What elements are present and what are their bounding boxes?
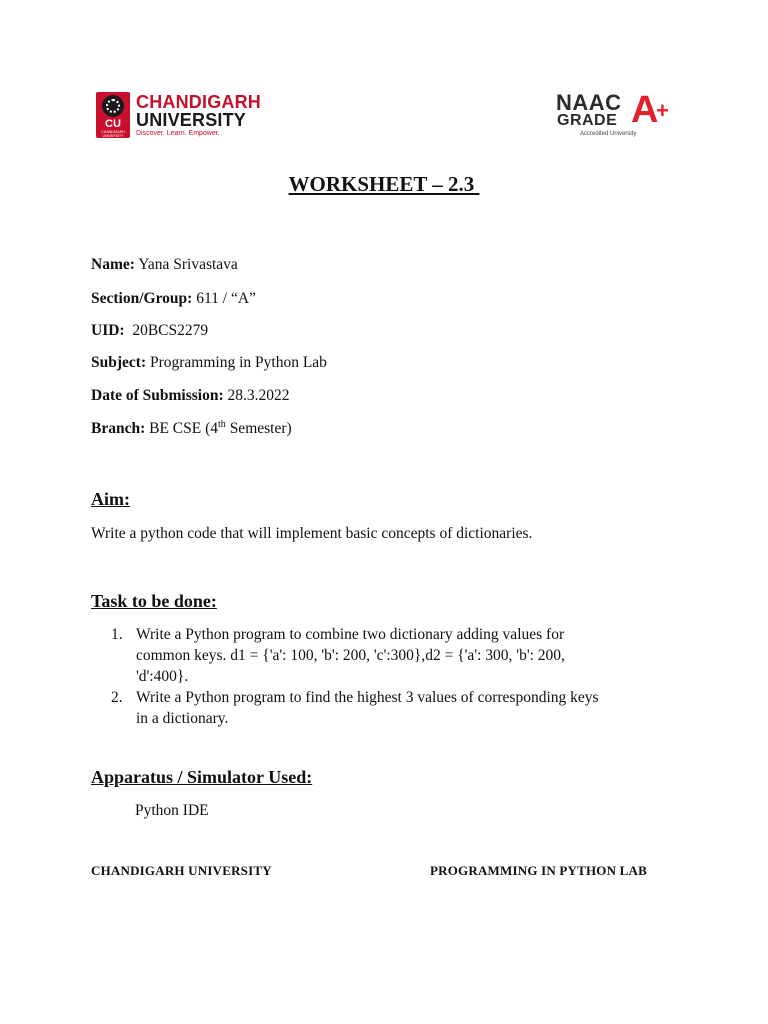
task-item-1: 1. Write a Python program to combine two dictionary adding values for common keys. d1 = {'a': 100, 'b': 200, 'c':300},d2 = {'a': 300, 'b': 200, 'd':400}.: [111, 626, 565, 685]
cu-logo-tagline: Discover. Learn. Empower.: [136, 130, 220, 137]
branch-line: Branch: BE CSE (4th Semester): [91, 418, 292, 437]
section-line: Section/Group: 611 / “A”: [91, 290, 256, 307]
footer-subject: PROGRAMMING IN PYTHON LAB: [430, 863, 647, 878]
naac-grade-letter: A: [631, 89, 659, 131]
aim-text: Write a python code that will implement basic concepts of dictionaries.: [91, 525, 533, 542]
apparatus-text: Python IDE: [135, 802, 209, 819]
subject-line: Subject: Programming in Python Lab: [91, 354, 327, 371]
naac-grade-plus: +: [656, 98, 669, 123]
footer-university: CHANDIGARH UNIVERSITY: [91, 863, 272, 878]
naac-logo-line2: GRADE: [557, 112, 618, 129]
name-line: Name: Yana Srivastava: [91, 256, 238, 273]
cu-logo-line2: UNIVERSITY: [136, 110, 247, 130]
chandigarh-university-logo: [96, 92, 261, 140]
apparatus-heading: Apparatus / Simulator Used:: [91, 767, 313, 787]
aim-heading: Aim:: [91, 489, 130, 509]
task-list: [91, 624, 691, 729]
naac-grade-logo: [556, 89, 680, 140]
uid-line: UID: 20BCS2279: [91, 322, 209, 339]
tasks-heading: Task to be done:: [91, 591, 217, 611]
date-line: Date of Submission: 28.3.2022: [91, 387, 290, 404]
naac-logo-line1: NAAC: [556, 90, 622, 115]
cu-logo-line1: CHANDIGARH: [136, 92, 261, 112]
task-item-2: 2. Write a Python program to find the highest 3 values of corresponding keys in a dictionary.: [111, 689, 599, 727]
cu-emblem-icon: CU CHANDIGARH UNIVERSITY: [96, 92, 130, 138]
naac-logo-subtitle: Accredited University: [580, 131, 637, 137]
worksheet-title: WORKSHEET – 2.3: [288, 172, 480, 196]
